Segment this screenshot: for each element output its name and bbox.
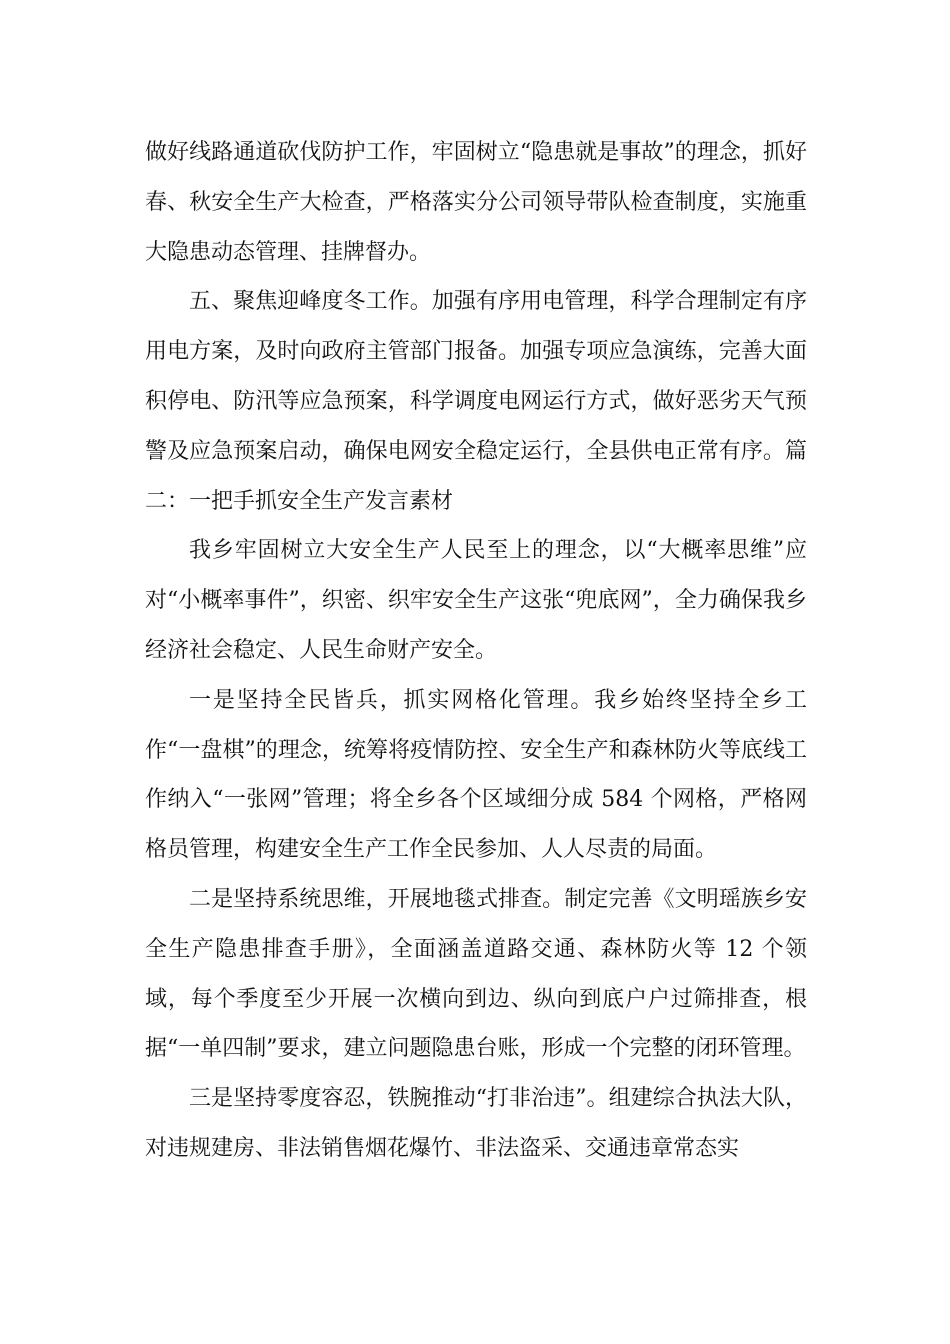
paragraph-point-two-systematic-inspection: 二是坚持系统思维，开展地毯式排查。制定完善《文明瑶族乡安全生产隐患排查手册》，全面涵盖道路交通、森林防火等 12 个领域，每个季度至少开展一次横向到边、纵向到底户户过筛排查，根据“一单四制”要求，建立问题隐患台账，形成一个完整的闭环管理。 xyxy=(145,886,807,1062)
document-body xyxy=(145,128,807,1174)
paragraph-intro-township-safety: 我乡牢固树立大安全生产人民至上的理念，以“大概率思维”应对“小概率事件”，织密、织牢安全生产这张“兜底网”，全力确保我乡经济社会稳定、人民生命财产安全。 xyxy=(145,538,807,663)
paragraph-continued-line-protection: 做好线路通道砍伐防护工作，牢固树立“隐患就是事故”的理念，抓好春、秋安全生产大检查，严格落实分公司领导带队检查制度，实施重大隐患动态管理、挂牌督办。 xyxy=(145,140,807,265)
paragraph-section-five-winter-peak: 五、聚焦迎峰度冬工作。加强有序用电管理，科学合理制定有序用电方案，及时向政府主管部门报备。加强专项应急演练，完善大面积停电、防汛等应急预案，科学调度电网运行方式，做好恶劣天气预警及应急预案启动，确保电网安全稳定运行，全县供电正常有序。篇二：一把手抓安全生产发言素材 xyxy=(145,289,807,514)
paragraph-point-three-zero-tolerance: 三是坚持零度容忍，铁腕推动“打非治违”。组建综合执法大队，对违规建房、非法销售烟花爆竹、非法盗采、交通违章常态实 xyxy=(145,1086,807,1161)
paragraph-point-one-grid-management: 一是坚持全民皆兵，抓实网格化管理。我乡始终坚持全乡工作“一盘棋”的理念，统筹将疫情防控、安全生产和森林防火等底线工作纳入“一张网”管理；将全乡各个区域细分成 584 个网格，严格网格员管理，构建安全生产工作全民参加、人人尽责的局面。 xyxy=(145,687,807,863)
